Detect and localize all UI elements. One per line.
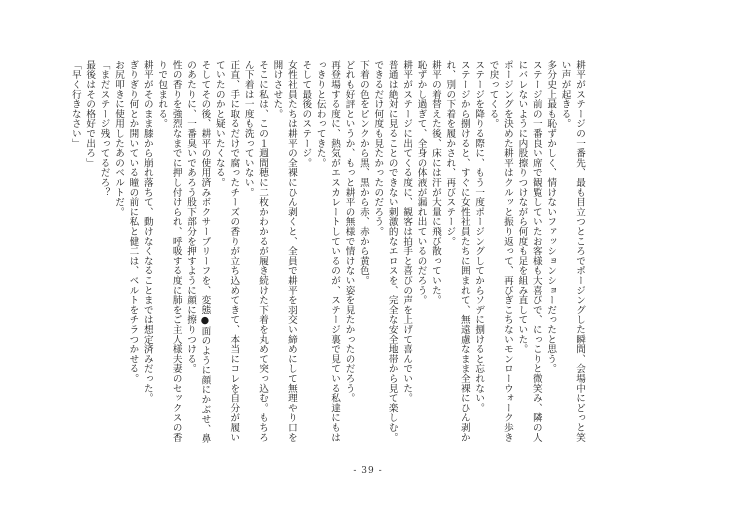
text-line: 耕平がそのまま膝から崩れ落ちて、動けなくなることまでは想定済みだった。 [141,60,153,403]
text-line: ステージを降りる際に、もう一度ポージングしてからソデに捌けると忘れない。 [473,60,485,413]
text-line: 性の香りを強烈なまでに押し付けられ、呼吸する度に肺をご主人様夫妻のセックスの香 [170,60,182,443]
text-line: 正直、手に取るだけで腐ったチーズの香りが立ち込めてきて、本当にコレを自分が履い [228,60,240,443]
text-line: ステージ前の一番良い席で観覧していたお客様も大喜びで、にっこりと微笑み、隣の人 [530,60,542,443]
text-line: ぎりぎり何とか開いている瞳の前に私と健二は、ベルトをチラつかせる。 [127,60,139,384]
page-number: - 39 - [353,466,383,476]
text-line: お尻叩きに使用したあのベルトだ。 [113,60,124,217]
text-line: ポージングを決めた耕平はクルッと振り返って、再びぎこちないモンローウォーク歩き [501,60,513,443]
text-line: 開けさせた。 [271,60,283,119]
text-line: ていたのかと疑いたくなる。 [213,60,225,188]
text-line: そしてその後、耕平の使用済みボクサーブリーフを、変態●面のように顔にかぶせ、鼻 [199,60,211,444]
text-line: 耕平がステージの一番先、最も目立つところでポージングした瞬間、会場中にどっと笑 [574,60,585,443]
text-line: 耕平の着替えた後、床には汗が大量に飛び散っていた。 [429,60,441,305]
vertical-text-body [56,60,586,450]
text-line: にバレないように内股擦りつけながら何度も足を組み直していた。 [516,60,528,354]
text-line: 恥ずかし過ぎて、全身の体液が漏れ出ているのだろう。 [415,60,427,305]
text-line: 女性社員たちは耕平の全裸にひん剥くと、全員で耕平を羽交い締めにして無理やり口を [285,60,297,443]
text-line: どれも好評というか、もっと耕平の無様で情けない姿を見たかったのだろう。 [343,60,355,403]
text-line: で戻ってくる。 [487,60,499,129]
text-line: そこに私は、この１週間穂に二枚かわかるが履き続けた下着を丸めて突っ込む。もちろ [257,60,269,443]
text-line: い声が起きる。 [559,60,571,129]
text-line: 多分史上最も恥ずかしく、情けないファッションショーだったと思う。 [545,60,557,374]
text-line: できるだけ何度も見たかったのだろう。 [372,60,384,237]
text-line: のあたりに、一番臭いであろう股下部分を押すように顔に擦りつける。 [185,60,197,374]
text-line: 耕平がステージに出てくる度に、観客は拍手と喜びの声を上げて喜んでいた。 [401,60,413,403]
text-line: 再登場する度に、熱気がエスカレートしているのが、ステージ裏で見ている私達にもは [329,60,341,443]
text-line: っきりと伝わってきた。 [314,60,326,168]
text-line: れ、別の下着を履かされ、再びステージ。 [444,60,456,247]
text-line: りで包まれる。 [156,60,168,129]
text-line: 最後はその格好で出ろ」 [84,60,96,168]
text-line: 下着の色をピンクから黒、黒から赤、赤から黄色。 [357,60,369,286]
text-line: 「まだステージ残ってるだろ？ [98,60,110,198]
text-line: そして最後のステージ。 [300,60,312,168]
text-line: 「早く行きなさい」 [69,60,81,149]
text-line: ステージから捌けると、すぐに女性社員たちに囲まれて、無遠慮なまま全裸にひん剥か [458,60,470,443]
text-line: ん下着は一度も洗っていない。 [242,60,254,198]
text-line: 普通は絶対に見ることのできない刺激的なエロスを、完全な安全地帯から見て楽しむ。 [386,60,398,443]
